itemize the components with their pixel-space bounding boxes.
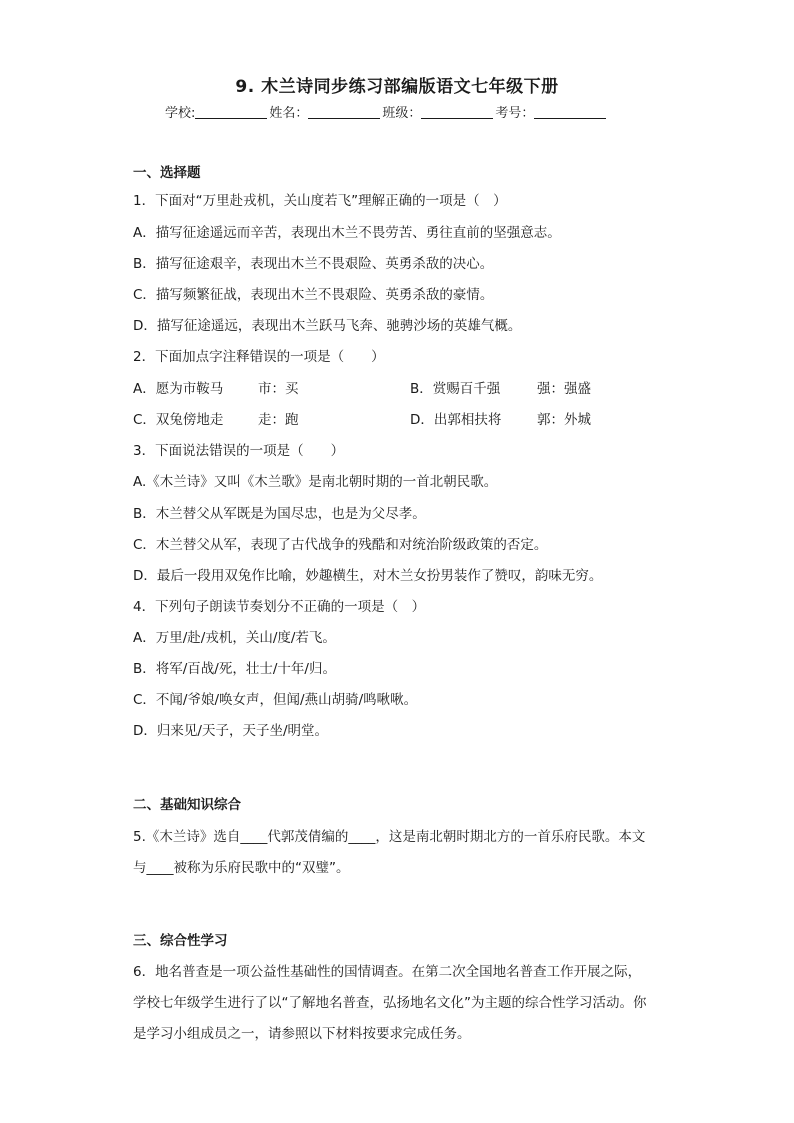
question-2-option-c: C．双兔傍地走	[133, 412, 224, 428]
name-blank	[308, 104, 380, 119]
question-3-option-a: A.《木兰诗》又叫《木兰歌》是南北朝时期的一首北朝民歌。	[133, 474, 498, 490]
exam-number-label: 考号：	[495, 106, 535, 121]
question-6-line-2: 学校七年级学生进行了以“了解地名普查，弘扬地名文化”为主题的综合性学习活动。你	[133, 995, 647, 1011]
school-label: 学校:	[165, 106, 196, 121]
name-label: 姓名：	[269, 106, 309, 121]
exam-number-blank	[534, 104, 606, 119]
question-5-line-1: 5.《木兰诗》选自____代郭茂倩编的____，这是南北朝时期北方的一首乐府民歌。本文	[133, 829, 646, 845]
section-heading-choice: 一、选择题	[133, 165, 201, 181]
question-6-line-1: 6．地名普查是一项公益性基础性的国情调查。在第二次全国地名普查工作开展之际，	[133, 964, 642, 980]
question-2-option-c-note: 走：跑	[258, 412, 299, 428]
question-1-option-a: A．描写征途遥远而辛苦，表现出木兰不畏劳苦、勇往直前的坚强意志。	[133, 225, 561, 241]
question-4-stem: 4．下列句子朗读节奏划分不正确的一项是（ ）	[133, 599, 426, 615]
question-2-option-d: D．出郭相扶将	[410, 412, 502, 428]
question-1-option-c: C．描写频繁征战，表现出木兰不畏艰险、英勇杀敌的豪情。	[133, 287, 494, 303]
question-2-option-d-note: 郭：外城	[537, 412, 591, 428]
question-3-stem: 3．下面说法错误的一项是（ ）	[133, 443, 345, 459]
question-6-line-3: 是学习小组成员之一，请参照以下材料按要求完成任务。	[133, 1026, 471, 1042]
school-blank	[195, 104, 267, 119]
page-title: 9. 木兰诗同步练习部编版语文七年级下册	[235, 77, 559, 97]
question-1-option-d: D．描写征途遥远，表现出木兰跃马飞奔、驰骋沙场的英雄气概。	[133, 318, 522, 334]
question-4-option-c: C．不闻/爷娘/唤女声，但闻/燕山胡骑/鸣啾啾。	[133, 692, 418, 708]
question-4-option-a: A．万里/赴/戎机，关山/度/若飞。	[133, 630, 336, 646]
question-3-option-b: B．木兰替父从军既是为国尽忠，也是为父尽孝。	[133, 506, 426, 522]
question-1-option-b: B．描写征途艰辛，表现出木兰不畏艰险、英勇杀敌的决心。	[133, 256, 494, 272]
question-2-option-a-note: 市：买	[258, 381, 299, 397]
question-4-option-b: B．将军/百战/死，壮士/十年/归。	[133, 661, 336, 677]
class-label: 班级：	[382, 106, 422, 121]
question-2-stem: 2．下面加点字注释错误的一项是（ ）	[133, 349, 385, 365]
student-info-row	[165, 102, 645, 121]
section-heading-basic-knowledge: 二、基础知识综合	[133, 797, 241, 813]
class-blank	[421, 104, 493, 119]
question-1-stem: 1．下面对“万里赴戎机，关山度若飞”理解正确的一项是（ ）	[133, 193, 507, 209]
section-heading-comprehensive-study: 三、综合性学习	[133, 933, 228, 949]
question-3-option-d: D．最后一段用双兔作比喻，妙趣横生，对木兰女扮男装作了赞叹，韵味无穷。	[133, 568, 603, 584]
question-2-option-b-note: 强：强盛	[537, 381, 591, 397]
question-2-option-a: A．愿为市鞍马	[133, 381, 224, 397]
question-3-option-c: C．木兰替父从军，表现了古代战争的残酷和对统治阶级政策的否定。	[133, 537, 548, 553]
question-2-option-b: B．赏赐百千强	[410, 381, 501, 397]
question-4-option-d: D．归来见/天子，天子坐/明堂。	[133, 723, 328, 739]
question-5-line-2: 与____被称为乐府民歌中的“双璧”。	[133, 860, 350, 876]
